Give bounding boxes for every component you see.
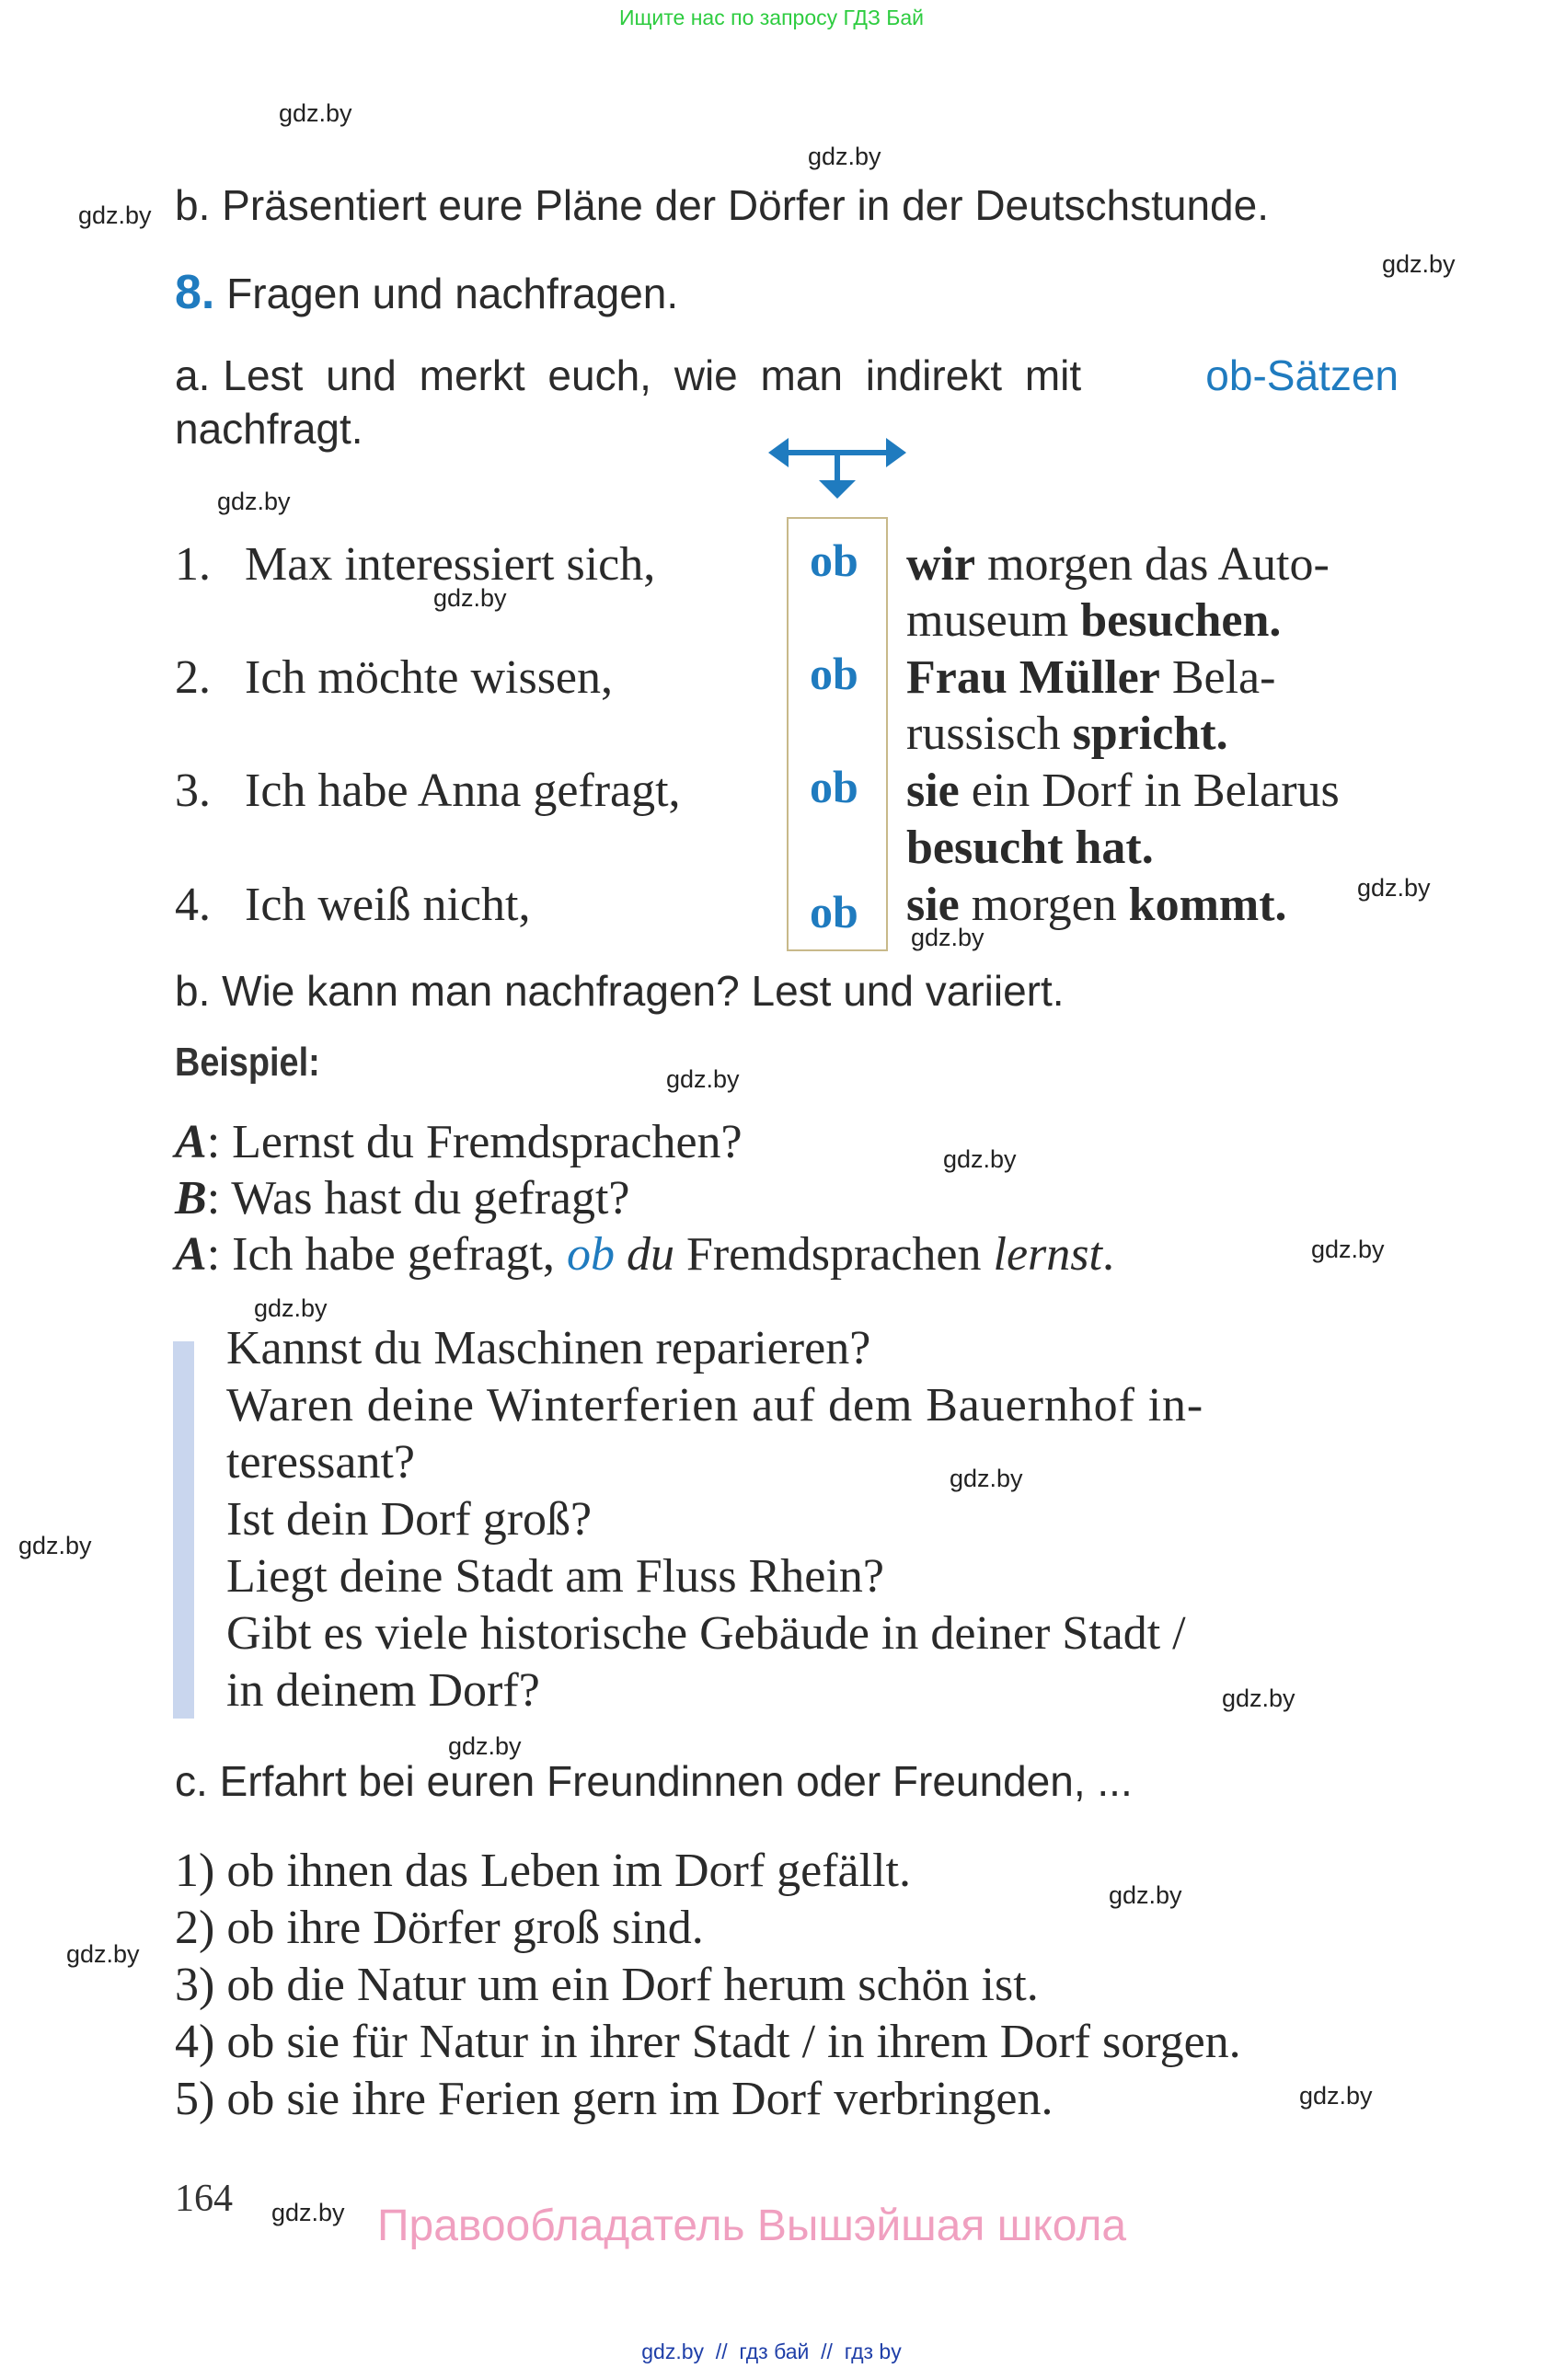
speaker: A: [175, 1228, 207, 1281]
dialog-ob: ob: [566, 1228, 615, 1281]
example-row-2-main: [175, 650, 613, 705]
task-8a-highlight: ob-Sätzen: [1205, 351, 1399, 399]
list-item-5: 5) ob sie ihre Ferien gern im Dorf verbringen.: [175, 2073, 1054, 2125]
watermark: gdz.by: [18, 1532, 92, 1559]
task-8b-text: Wie kann man nachfragen? Lest und variiert.: [222, 967, 1065, 1015]
sub-text: morgen: [959, 879, 1129, 931]
ob-word: ob: [810, 761, 858, 812]
questions-bar: [173, 1341, 194, 1719]
main-clause: Ich habe Anna gefragt,: [245, 765, 681, 817]
sub-subject: wir: [906, 538, 976, 591]
ob-word: ob: [810, 535, 858, 586]
page-number: 164: [175, 2178, 233, 2220]
watermark: gdz.by: [1357, 874, 1431, 902]
watermark: gdz.by: [911, 924, 985, 951]
task-7b-label: b.: [175, 181, 211, 229]
sub-text: ein Dorf in Belarus: [959, 765, 1340, 817]
ob-word: ob: [810, 886, 858, 937]
watermark: gdz.by: [279, 99, 352, 127]
watermark: gdz.by: [1299, 2082, 1373, 2110]
task-7b: [175, 180, 1269, 230]
sub-end: .: [1269, 594, 1282, 647]
bidirectional-arrow-icon: [768, 432, 906, 502]
sub-verb: spricht: [1072, 707, 1216, 760]
list-item-1: 1) ob ihnen das Leben im Dorf gefällt.: [175, 1845, 911, 1897]
sub-verb: kommt: [1128, 879, 1275, 931]
watermark: gdz.by: [78, 201, 152, 229]
watermark: gdz.by: [1382, 250, 1456, 278]
row-number: 4.: [175, 879, 211, 931]
sub-text: museum: [906, 594, 1081, 647]
watermark: gdz.by: [271, 2199, 345, 2226]
watermark: gdz.by: [943, 1145, 1017, 1173]
ob-word: ob: [810, 648, 858, 699]
example-row-1-main: [175, 537, 655, 592]
watermark: gdz.by: [254, 1294, 328, 1322]
question-2-cont: teressant?: [226, 1436, 416, 1489]
watermark: gdz.by: [448, 1732, 522, 1760]
sub-text: Bela-: [1159, 651, 1276, 704]
task-8b: [175, 966, 1065, 1016]
watermark: gdz.by: [66, 1940, 140, 1968]
main-clause: Ich möchte wissen,: [245, 651, 614, 704]
question-2: Waren deine Winterferien auf dem Bauernhof in-: [226, 1379, 1204, 1431]
dialog-line-2: [175, 1171, 630, 1225]
top-search-note: Ищите нас по запросу ГДЗ Бай: [618, 6, 925, 29]
copyright-holder: Правообладатель Вышэйшая школа: [377, 2202, 1127, 2250]
list-item-3: 3) ob die Natur um ein Dorf herum schön ist.: [175, 1959, 1039, 2011]
sub-end: .: [1141, 822, 1154, 874]
question-4: Liegt deine Stadt am Fluss Rhein?: [226, 1550, 884, 1603]
dialog-text: : Lernst du Fremdsprachen?: [206, 1116, 743, 1168]
example-row-2-sub-cont: [906, 707, 1228, 761]
list-item-2: 2) ob ihre Dörfer groß sind.: [175, 1902, 704, 1954]
task-8-heading: [175, 265, 678, 320]
example-row-4-sub: [906, 878, 1287, 932]
row-number: 2.: [175, 651, 211, 704]
sub-text: morgen das Auto-: [975, 538, 1330, 591]
sub-subject: Frau Müller: [906, 651, 1160, 704]
watermark: gdz.by: [217, 488, 291, 515]
task-8a-line1: [175, 351, 1399, 400]
example-label: Beispiel:: [175, 1040, 320, 1085]
dialog-line-3: [175, 1227, 1114, 1282]
sub-subject: sie: [906, 765, 960, 817]
task-8b-label: b.: [175, 967, 211, 1015]
speaker: B: [175, 1172, 207, 1224]
dialog-text: : Was hast du gefragt?: [206, 1172, 630, 1224]
task-8c-label: c.: [175, 1757, 208, 1805]
example-row-1-sub: [906, 537, 1330, 592]
example-row-3-sub-cont: [906, 821, 1154, 875]
task-7b-text: Präsentiert eure Pläne der Dörfer in der Deutschstunde.: [222, 181, 1269, 229]
task-8a-label: a.: [175, 351, 211, 399]
watermark: gdz.by: [1311, 1236, 1385, 1263]
row-number: 1.: [175, 538, 211, 591]
sub-end: .: [1215, 707, 1228, 760]
dialog-end: .: [1101, 1228, 1114, 1281]
main-clause: Ich weiß nicht,: [245, 879, 531, 931]
watermark: gdz.by: [433, 584, 507, 612]
watermark: gdz.by: [666, 1065, 740, 1093]
question-3: Ist dein Dorf groß?: [226, 1493, 593, 1546]
dialog-line-1: [175, 1115, 743, 1169]
example-row-2-sub: [906, 650, 1275, 705]
task-8a-line2: nachfragt.: [175, 405, 363, 453]
task-8c-text: Erfahrt bei euren Freundinnen oder Freunden, ...: [219, 1757, 1133, 1805]
watermark: gdz.by: [950, 1465, 1023, 1492]
task-8-number: 8.: [175, 266, 215, 319]
sub-subject: sie: [906, 879, 960, 931]
watermark: gdz.by: [1222, 1684, 1295, 1712]
list-item-4: 4) ob sie für Natur in ihrer Stadt / in ihrem Dorf sorgen.: [175, 2016, 1241, 2068]
example-row-1-sub-cont: [906, 593, 1281, 648]
example-row-3-sub: [906, 764, 1340, 818]
dialog-du: du: [626, 1228, 674, 1281]
main-clause: Max interessiert sich,: [245, 538, 656, 591]
task-8a-text: Lest und merkt euch, wie man indirekt mit: [223, 351, 1082, 399]
sub-text: russisch: [906, 707, 1073, 760]
row-number: 3.: [175, 765, 211, 817]
sub-end: .: [1274, 879, 1287, 931]
watermark: gdz.by: [1109, 1881, 1182, 1909]
footer-links[interactable]: gdz.by // гдз бай // гдз by: [641, 2340, 902, 2363]
speaker: A: [175, 1116, 207, 1168]
question-5: Gibt es viele historische Gebäude in deiner Stadt /: [226, 1607, 1186, 1660]
example-row-3-main: [175, 764, 681, 818]
question-1: Kannst du Maschinen reparieren?: [226, 1322, 871, 1374]
task-8-title: Fragen und nachfragen.: [226, 270, 679, 317]
watermark: gdz.by: [808, 143, 881, 170]
dialog-text: Fremdsprachen: [674, 1228, 994, 1281]
example-row-4-main: [175, 878, 530, 932]
task-8c: [175, 1756, 1133, 1806]
dialog-verb: lernst: [993, 1228, 1102, 1281]
question-5-cont: in deinem Dorf?: [226, 1664, 540, 1717]
sub-verb: besucht hat: [906, 822, 1142, 874]
sub-verb: besuchen: [1080, 594, 1270, 647]
dialog-text: : Ich habe gefragt,: [206, 1228, 567, 1281]
